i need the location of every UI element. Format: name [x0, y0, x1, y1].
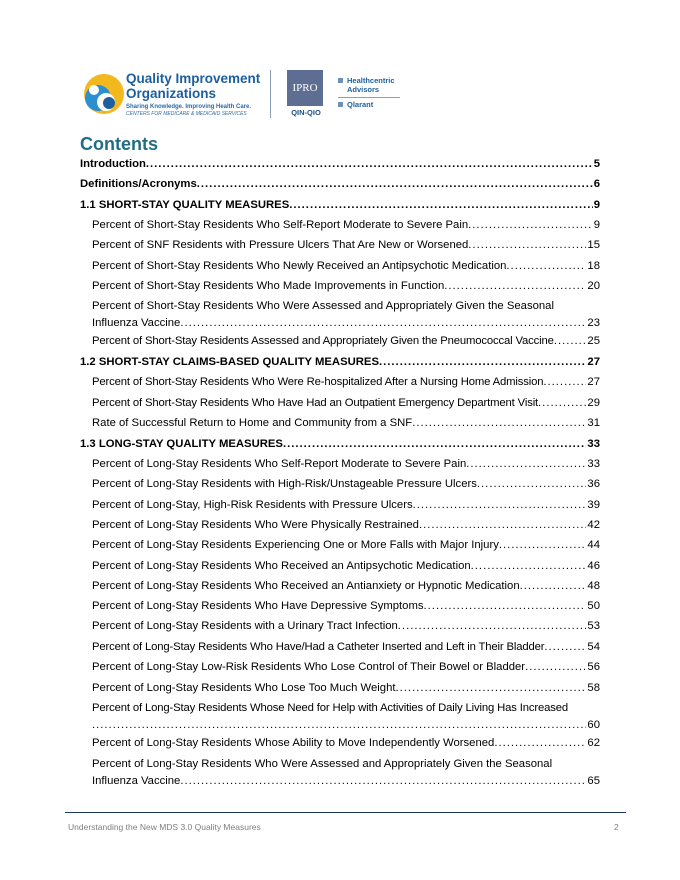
toc-entry-claims-qm[interactable] [80, 354, 600, 371]
toc-entry-definitions[interactable] [80, 176, 600, 193]
toc-entry-page: 20 [587, 280, 600, 292]
toc-entry-title: Percent of SNF Residents with Pressure Ulcers That Are New or Worsened [92, 239, 469, 251]
toc-entry-page: 42 [587, 519, 600, 531]
toc-entry-page: 9 [593, 219, 600, 231]
toc-entry-ss-pneumococcal[interactable] [92, 333, 600, 350]
toc-entry-ls-high-risk-ulcers[interactable] [92, 476, 600, 493]
toc-entry-page: 5 [593, 158, 600, 170]
toc-entry-page: 44 [587, 539, 600, 551]
toc-entry-title: Percent of Short-Stay Residents Who Have Had an Outpatient Emergency Department Visit [92, 397, 539, 409]
toc-entry-title: Percent of Short-Stay Residents Who Self-Report Moderate to Severe Pain [92, 219, 469, 231]
toc-entry-page: 58 [587, 682, 600, 694]
toc-entry-page: 27 [587, 356, 600, 368]
footer-page-number: 2 [614, 822, 619, 832]
contents-heading: Contents [80, 134, 158, 154]
toc-entry-ls-influenza[interactable] [92, 756, 600, 790]
toc-entry-page: 33 [587, 458, 600, 470]
dot-leader [494, 735, 586, 752]
dot-leader [520, 578, 587, 595]
toc-entry-page: 18 [587, 260, 600, 272]
toc-entry-title: Percent of Long-Stay, High-Risk Residents with Pressure Ulcers [92, 499, 413, 511]
toc-entry-snf-pressure-ulcers[interactable] [92, 237, 600, 254]
toc-entry-page: 31 [587, 417, 600, 429]
toc-entry-title: 1.1 SHORT-STAY QUALITY MEASURES [80, 199, 290, 211]
dot-leader [180, 773, 586, 790]
toc-entry-ls-antianxiety[interactable] [92, 578, 600, 595]
toc-entry-ls-move-independently[interactable] [92, 735, 600, 752]
dot-leader [468, 237, 586, 254]
toc-entry-page: 62 [587, 737, 600, 749]
ipro-subtitle: QIN-QIO [291, 108, 321, 117]
dot-leader [413, 497, 587, 514]
dot-leader [544, 639, 586, 656]
toc-entry-ss-antipsychotic[interactable] [92, 258, 600, 275]
dot-leader [379, 354, 586, 371]
toc-entry-title: Introduction [80, 158, 146, 170]
toc-entry-long-stay-qm[interactable] [80, 436, 600, 453]
toc-entry-title: Percent of Long-Stay Low-Risk Residents Who Lose Control of Their Bowel or Bladder [92, 661, 526, 673]
dot-leader [146, 156, 593, 173]
toc-entry-title: Percent of Short-Stay Residents Who Newly Received an Antipsychotic Medication [92, 260, 507, 272]
toc-entry-title: Percent of Short-Stay Residents Assessed and Appropriately Given the Pneumococcal Vaccine [92, 335, 554, 347]
toc-entry-ls-falls[interactable] [92, 537, 600, 554]
toc-entry-ss-function[interactable] [92, 278, 600, 295]
dot-leader [466, 456, 586, 473]
dot-leader [471, 558, 587, 575]
toc-entry-title: Percent of Long-Stay Residents Who Received an Antianxiety or Hypnotic Medication [92, 580, 520, 592]
advisors-text: Advisors [347, 85, 380, 94]
toc-entry-page: 6 [593, 178, 600, 190]
toc-entry-title: Definitions/Acronyms [80, 178, 197, 190]
toc-entry-introduction[interactable] [80, 156, 600, 173]
toc-entry-ls-antipsychotic[interactable] [92, 558, 600, 575]
toc-entry-title-cont: Influenza Vaccine [92, 317, 181, 329]
toc-entry-page: 29 [587, 397, 600, 409]
toc-entry-title: Percent of Long-Stay Residents Whose Need for Help with Activities of Daily Living Has Increased [92, 702, 568, 714]
toc-entry-page: 50 [587, 600, 600, 612]
toc-entry-short-stay-qm[interactable] [80, 197, 600, 214]
toc-entry-ss-emergency[interactable] [92, 395, 600, 412]
toc-entry-title: Percent of Long-Stay Residents Who Self-Report Moderate to Severe Pain [92, 458, 467, 470]
healthcentric-text: Healthcentric [347, 76, 395, 85]
qio-cms-text: CENTERS FOR MEDICARE & MEDICAID SERVICES [126, 111, 247, 117]
dot-leader [398, 618, 587, 635]
footer-document-title: Understanding the New MDS 3.0 Quality Measures [68, 822, 261, 832]
dot-leader [92, 717, 586, 734]
toc-entry-page: 53 [587, 620, 600, 632]
toc-entry-page: 33 [587, 438, 600, 450]
qio-name: Quality Improvement Organizations [126, 71, 261, 101]
dot-leader [412, 415, 586, 432]
dot-leader [525, 659, 586, 676]
toc-entry-title: Percent of Short-Stay Residents Who Made Improvements in Function [92, 280, 445, 292]
dot-leader [197, 176, 593, 193]
dot-leader [180, 315, 586, 332]
toc-entry-title: 1.3 LONG-STAY QUALITY MEASURES [80, 438, 283, 450]
toc-entry-page: 27 [587, 376, 600, 388]
toc-entry-page: 48 [587, 580, 600, 592]
toc-entry-title: Percent of Long-Stay Residents Whose Ability to Move Independently Worsened [92, 737, 495, 749]
toc-entry-page: 54 [587, 641, 600, 653]
toc-entry-title: Percent of Short-Stay Residents Who Were Re-hospitalized After a Nursing Home Admission [92, 376, 544, 388]
dot-leader [396, 680, 587, 697]
dot-leader [543, 374, 586, 391]
toc-entry-ls-adl[interactable] [92, 700, 600, 734]
toc-entry-ls-restrained[interactable] [92, 517, 600, 534]
dot-leader [444, 278, 586, 295]
toc-entry-page: 60 [587, 719, 600, 731]
toc-entry-page: 23 [587, 317, 600, 329]
dot-leader [506, 258, 586, 275]
toc-entry-ss-rehospitalized[interactable] [92, 374, 600, 391]
toc-entry-title: Percent of Long-Stay Residents with High-Risk/Unstageable Pressure Ulcers [92, 478, 477, 490]
toc-entry-ls-bowel-bladder[interactable] [92, 659, 600, 676]
toc-entry-title: Percent of Long-Stay Residents Experiencing One or More Falls with Major Injury [92, 539, 499, 551]
dot-leader [477, 476, 587, 493]
toc-entry-page: 36 [587, 478, 600, 490]
toc-entry-ls-catheter[interactable] [92, 639, 600, 656]
qlarant-text: Qlarant [347, 100, 374, 109]
dot-leader [289, 197, 592, 214]
toc-entry-title: Percent of Long-Stay Residents with a Urinary Tract Infection [92, 620, 398, 632]
toc-entry-title: Rate of Successful Return to Home and Community from a SNF [92, 417, 413, 429]
toc-entry-ls-weight[interactable] [92, 680, 600, 697]
toc-entry-title: Percent of Long-Stay Residents Who Have Depressive Symptoms [92, 600, 424, 612]
toc-entry-page: 9 [593, 199, 600, 211]
toc-entry-return-home[interactable] [92, 415, 600, 432]
toc-entry-title: Percent of Short-Stay Residents Who Were Assessed and Appropriately Given the Seasonal [92, 300, 554, 312]
toc-entry-title: 1.2 SHORT-STAY CLAIMS-BASED QUALITY MEASURES [80, 356, 379, 368]
dot-leader [468, 217, 593, 234]
dot-leader [283, 436, 586, 453]
dot-leader [499, 537, 587, 554]
toc-entry-title: Percent of Long-Stay Residents Who Lose Too Much Weight [92, 682, 396, 694]
toc-entry-page: 25 [587, 335, 600, 347]
toc-entry-title: Percent of Long-Stay Residents Who Received an Antipsychotic Medication [92, 560, 471, 572]
toc-entry-page: 15 [587, 239, 600, 251]
dot-leader [419, 517, 586, 534]
dot-leader [424, 598, 587, 615]
dot-leader [554, 333, 587, 350]
toc-entry-ls-depressive[interactable] [92, 598, 600, 615]
toc-entry-ss-pain[interactable] [92, 217, 600, 234]
toc-entry-page: 65 [587, 775, 600, 787]
footer-rule [65, 812, 626, 813]
ipro-logo-text: IPRO [292, 82, 318, 94]
toc-entry-ls-uti[interactable] [92, 618, 600, 635]
toc-entry-title: Percent of Long-Stay Residents Who Were Assessed and Appropriately Given the Seasonal [92, 758, 553, 770]
toc-entry-page: 39 [587, 499, 600, 511]
dot-leader [538, 395, 586, 412]
toc-entry-title-cont: Influenza Vaccine [92, 775, 181, 787]
toc-entry-page: 56 [587, 661, 600, 673]
toc-entry-ls-pressure-ulcers[interactable] [92, 497, 600, 514]
toc-entry-title: Percent of Long-Stay Residents Who Were Physically Restrained [92, 519, 419, 531]
toc-entry-ls-pain[interactable] [92, 456, 600, 473]
qio-tagline: Sharing Knowledge. Improving Health Care. [126, 104, 252, 110]
toc-entry-page: 46 [587, 560, 600, 572]
toc-entry-title: Percent of Long-Stay Residents Who Have/Had a Catheter Inserted and Left in Their Bladder [92, 641, 545, 653]
toc-entry-ss-influenza[interactable] [92, 298, 600, 332]
